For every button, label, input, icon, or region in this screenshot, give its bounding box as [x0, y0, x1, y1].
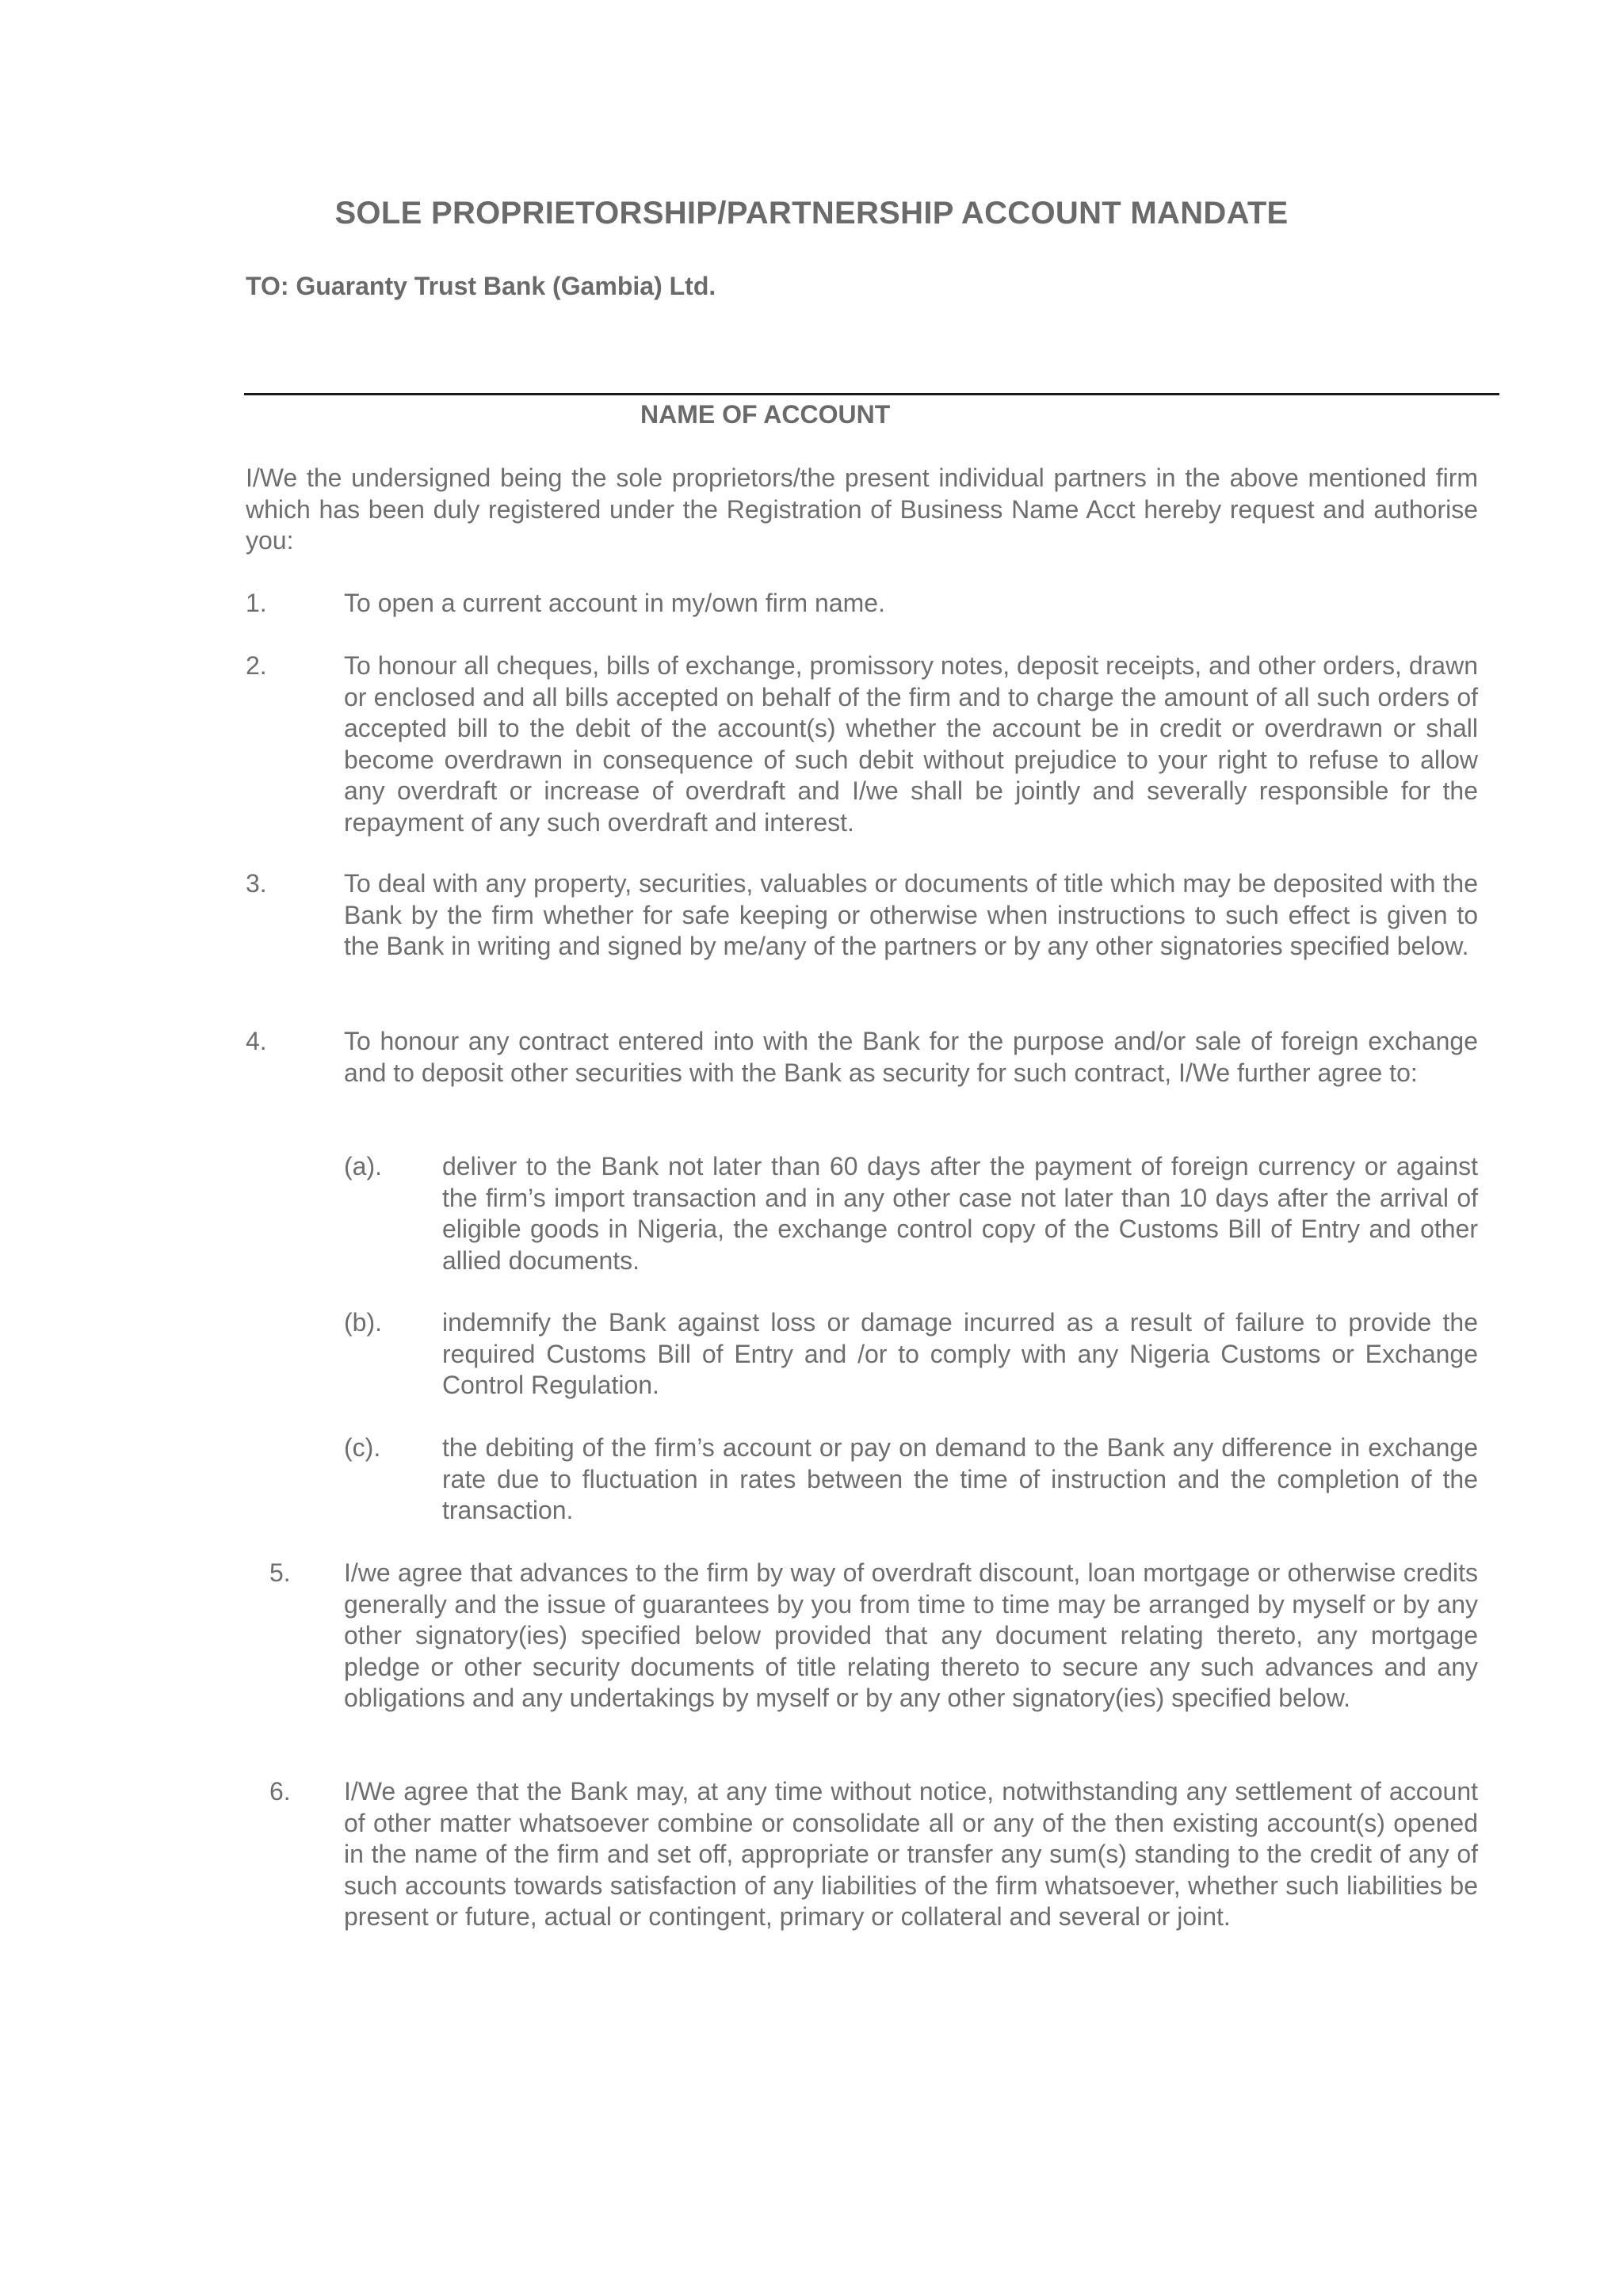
- item-number: 1.: [246, 589, 267, 617]
- subitem-label: (a).: [344, 1152, 382, 1180]
- subitem-text: indemnify the Bank against loss or damage incurred as a result of failure to provide the required Customs Bill of Entry and /or to comply with any Nigeria Customs or Exchange Control Regulation.: [442, 1308, 1478, 1399]
- item-text: To deal with any property, securities, valuables or documents of title which may be deposited with the Bank by the firm whether for safe keeping or otherwise when instructions to such effect is given to the Bank in writing and signed by me/any of the partners or by any other signatories specified below.: [344, 869, 1478, 960]
- subitem-text: deliver to the Bank not later than 60 days after the payment of foreign currency or against the firm’s import transaction and in any other case not later than 10 days after the arrival of eligible goods in Nigeria, the exchange control copy of the Customs Bill of Entry and other allied documents.: [442, 1152, 1478, 1275]
- account-name-underline: [244, 393, 1499, 395]
- item-number: 3.: [246, 869, 267, 898]
- item-text: To honour all cheques, bills of exchange, promissory notes, deposit receipts, and other orders, drawn or enclosed and all bills accepted on behalf of the firm and to charge the amount of all such orders of accepted bill to the debit of the account(s) whether the account be in credit or overdrawn or shall become overdrawn in consequence of such debit without prejudice to your right to refuse to allow any overdraft or increase of overdraft and I/we shall be jointly and severally responsible for the repayment of any such overdraft and interest.: [344, 651, 1478, 837]
- subitem-label: (b).: [344, 1308, 382, 1337]
- item-text: I/we agree that advances to the firm by way of overdraft discount, loan mortgage or otherwise credits generally and the issue of guarantees by you from time to time may be arranged by myself or by any other signatory(ies) specified below provided that any document relating thereto, any mortgage pledge or other security documents of title relating thereto to secure any such advances and any obligations and any undertakings by myself or by any other signatory(ies) specified below.: [344, 1558, 1478, 1712]
- item-number: 5.: [269, 1558, 291, 1587]
- item-number: 4.: [246, 1027, 267, 1055]
- item-number: 2.: [246, 651, 267, 680]
- subitem-text: the debiting of the firm’s account or pay on demand to the Bank any difference in exchange rate due to fluctuation in rates between the time of instruction and the completion of the transaction.: [442, 1433, 1478, 1524]
- intro-paragraph: I/We the undersigned being the sole proprietors/the present individual partners in the above mentioned firm which has been duly registered under the Registration of Business Name Acct hereby request and authorise you:: [246, 463, 1478, 555]
- document-title: SOLE PROPRIETORSHIP/PARTNERSHIP ACCOUNT MANDATE: [334, 196, 1289, 231]
- item-number: 6.: [269, 1777, 291, 1806]
- item-text: To honour any contract entered into with the Bank for the purpose and/or sale of foreign exchange and to deposit other securities with the Bank as security for such contract, I/We further agree to:: [344, 1027, 1478, 1087]
- account-name-label: NAME OF ACCOUNT: [640, 400, 891, 429]
- addressee-line: TO: Guaranty Trust Bank (Gambia) Ltd.: [246, 272, 716, 300]
- item-text: To open a current account in my/own firm name.: [344, 589, 885, 617]
- subitem-label: (c).: [344, 1433, 381, 1462]
- item-text: I/We agree that the Bank may, at any time without notice, notwithstanding any settlement of account of other matter whatsoever combine or consolidate all or any of the then existing account(s) opened in the name of the firm and set off, appropriate or transfer any sum(s) standing to the credit of any of such accounts towards satisfaction of any liabilities of the firm whatsoever, whether such liabilities be present or future, actual or contingent, primary or collateral and several or joint.: [344, 1777, 1478, 1931]
